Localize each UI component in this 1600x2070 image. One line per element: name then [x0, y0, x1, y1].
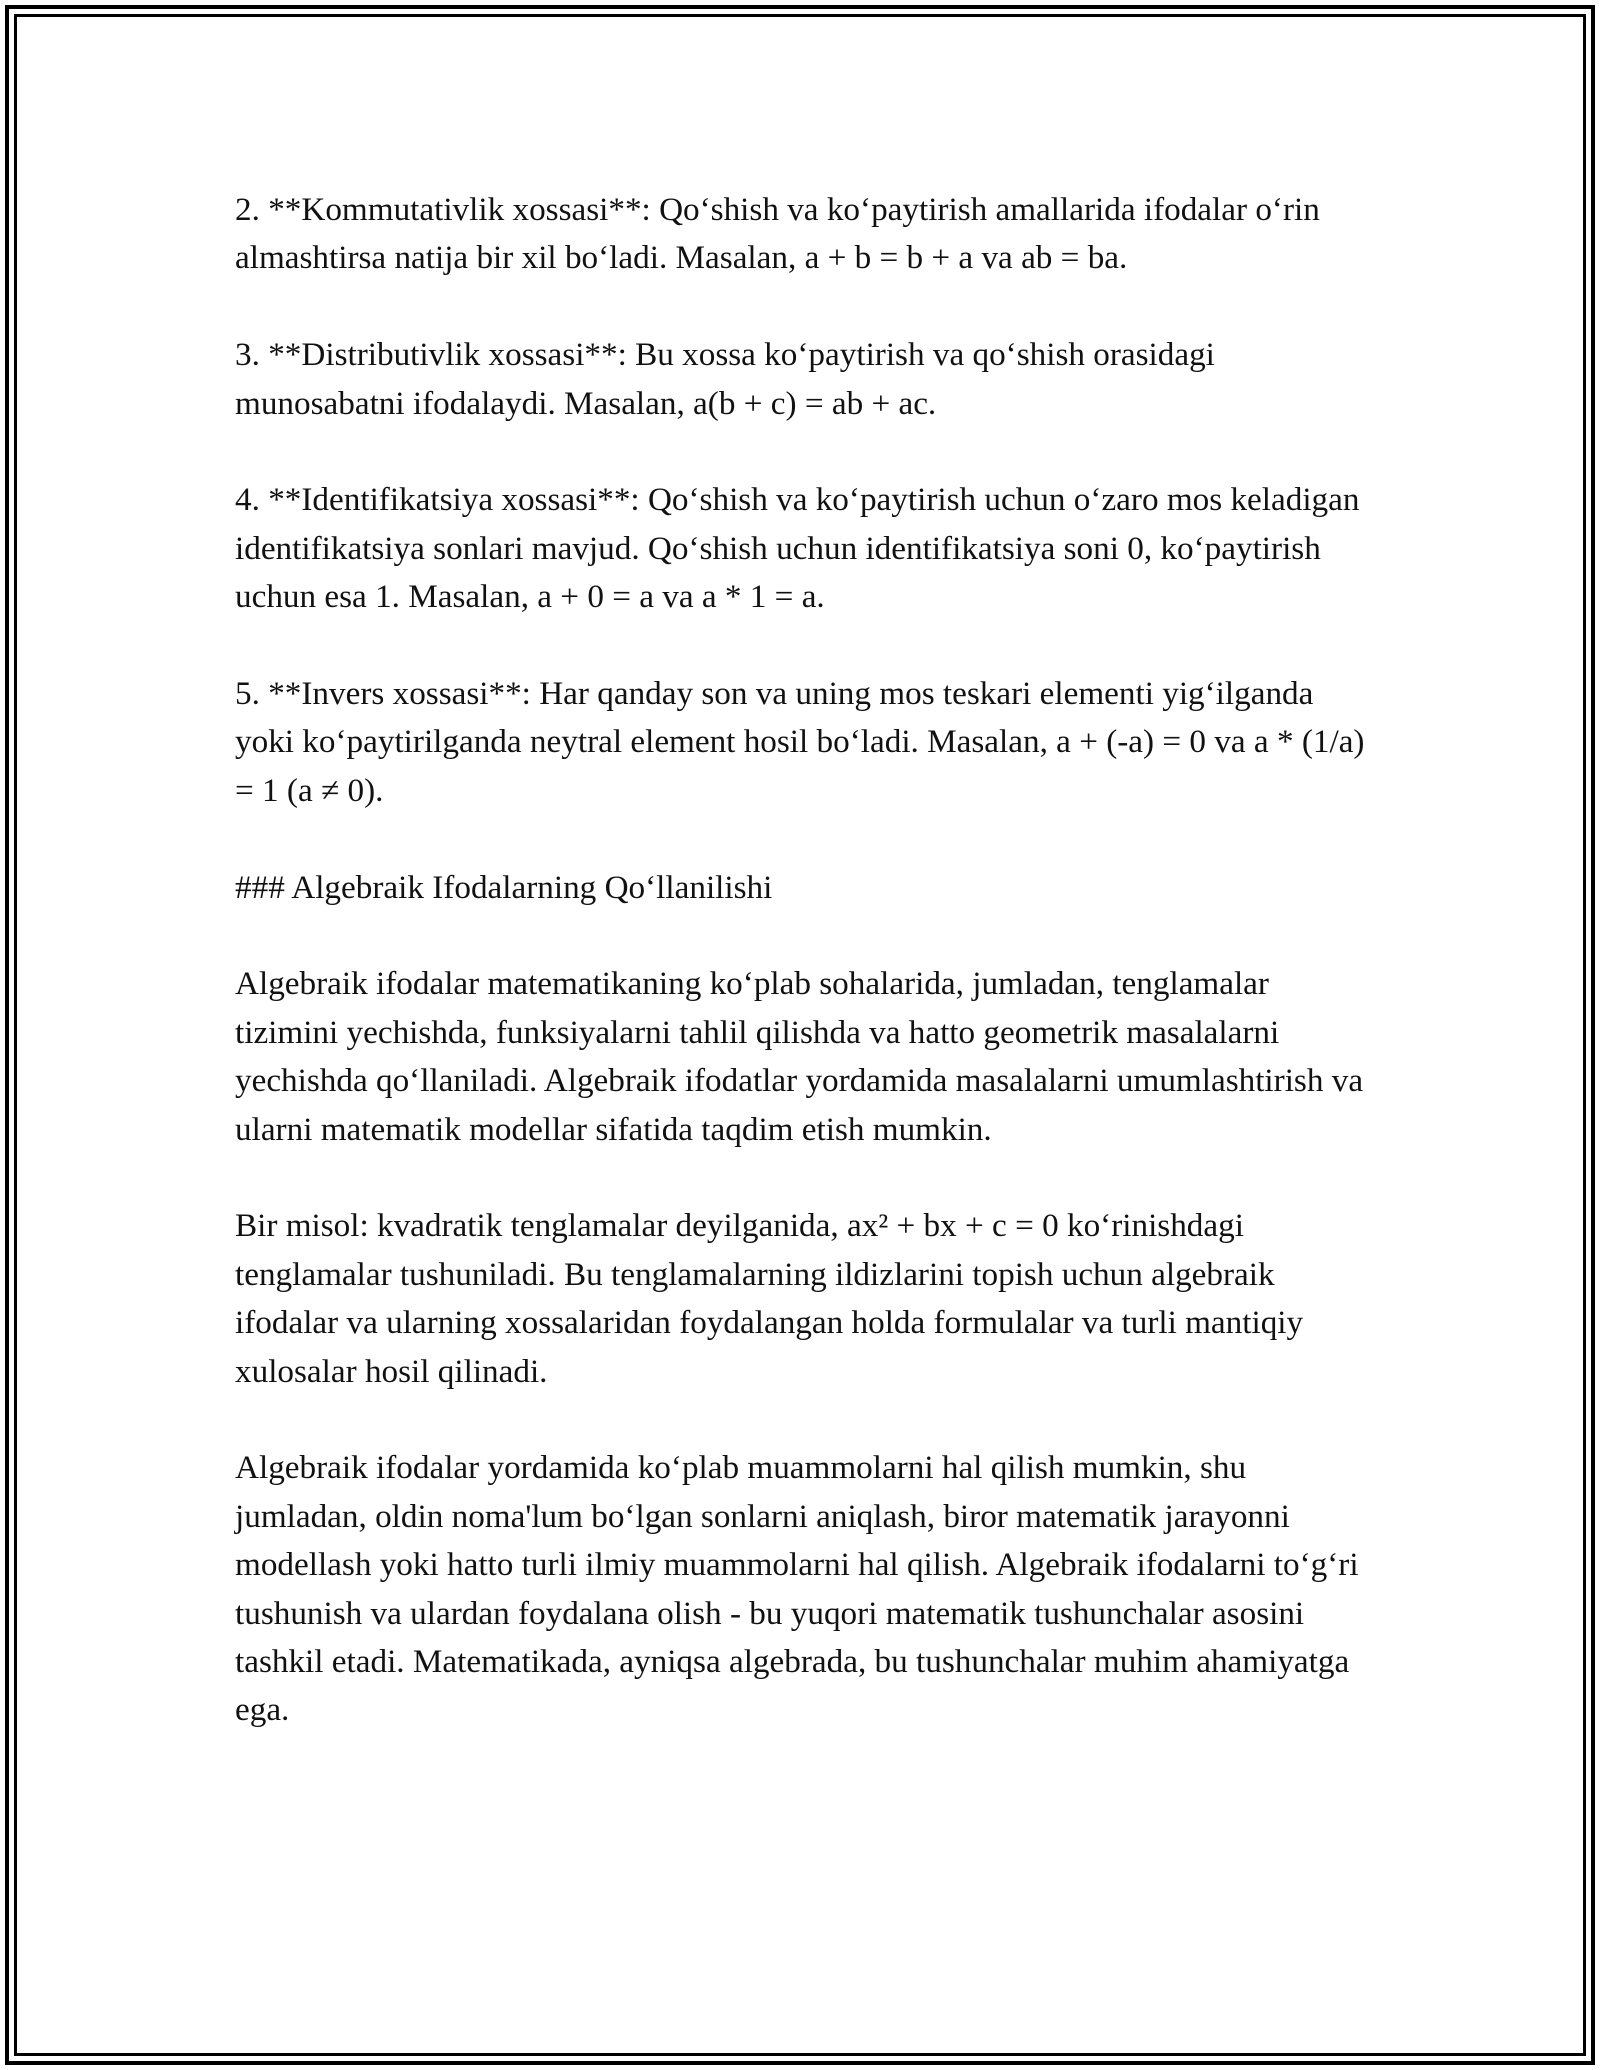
paragraph-xulosa: Algebraik ifodalar yordamida ko‘plab muammolarni hal qilish mumkin, shu jumladan, oldin noma'lum bo‘lgan sonlarni aniqlash, biror matematik jarayonni modellash yoki hatto turli ilmiy muammolarni hal qilish. Algebraik ifodalarni to‘g‘ri tushunish va ulardan foydalana olish - bu yuqori matematik tushunchalar asosini tashkil etadi. Matematikada, ayniqsa algebrada, bu tushunchalar muhim ahamiyatga ega.	[235, 1449, 1359, 1729]
paragraph-invers: 5. **Invers xossasi**: Har qanday son va uning mos teskari elementi yig‘ilganda yoki ko‘paytirilganda neytral element hosil bo‘ladi. Masalan, a + (-a) = 0 va a * (1/a) = 1 (a ≠ 0).	[235, 675, 1365, 809]
paragraph-distributivlik: 3. **Distributivlik xossasi**: Bu xossa ko‘paytirish va qo‘shish orasidagi munosabatni ifodalaydi. Masalan, a(b + c) = ab + ac.	[235, 336, 1215, 422]
paragraph-misol: Bir misol: kvadratik tenglamalar deyilganida, ax² + bx + c = 0 ko‘rinishdagi tenglamalar tushuniladi. Bu tenglamalarning ildizlarini topish uchun algebraik ifodalar va ularning xossalaridan foydalangan holda formulalar va turli mantiqiy xulosalar hosil qilinadi.	[235, 1207, 1304, 1390]
paragraph-qollanilishi: Algebraik ifodalar matematikaning ko‘plab sohalarida, jumladan, tenglamalar tizimini yechishda, funksiyalarni tahlil qilishda va hatto geometrik masalalarni yechishda qo‘llaniladi. Algebraik ifodatlar yordamida masalalarni umumlashtirish va ularni matematik modellar sifatida taqdim etish mumkin.	[235, 965, 1364, 1148]
section-heading: ### Algebraik Ifodalarning Qo‘llanilishi	[235, 868, 773, 906]
paragraph-kommutativlik: 2. **Kommutativlik xossasi**: Qo‘shish va ko‘paytirish amallarida ifodalar o‘rin almashtirsa natija bir xil bo‘ladi. Masalan, a + b = b + a va ab = ba.	[235, 191, 1320, 277]
document-body	[235, 186, 1380, 1735]
paragraph-identifikatsiya: 4. **Identifikatsiya xossasi**: Qo‘shish va ko‘paytirish uchun o‘zaro mos keladigan identifikatsiya sonlari mavjud. Qo‘shish uchun identifikatsiya soni 0, ko‘paytirish uchun esa 1. Masalan, a + 0 = a va a * 1 = a.	[235, 481, 1360, 616]
